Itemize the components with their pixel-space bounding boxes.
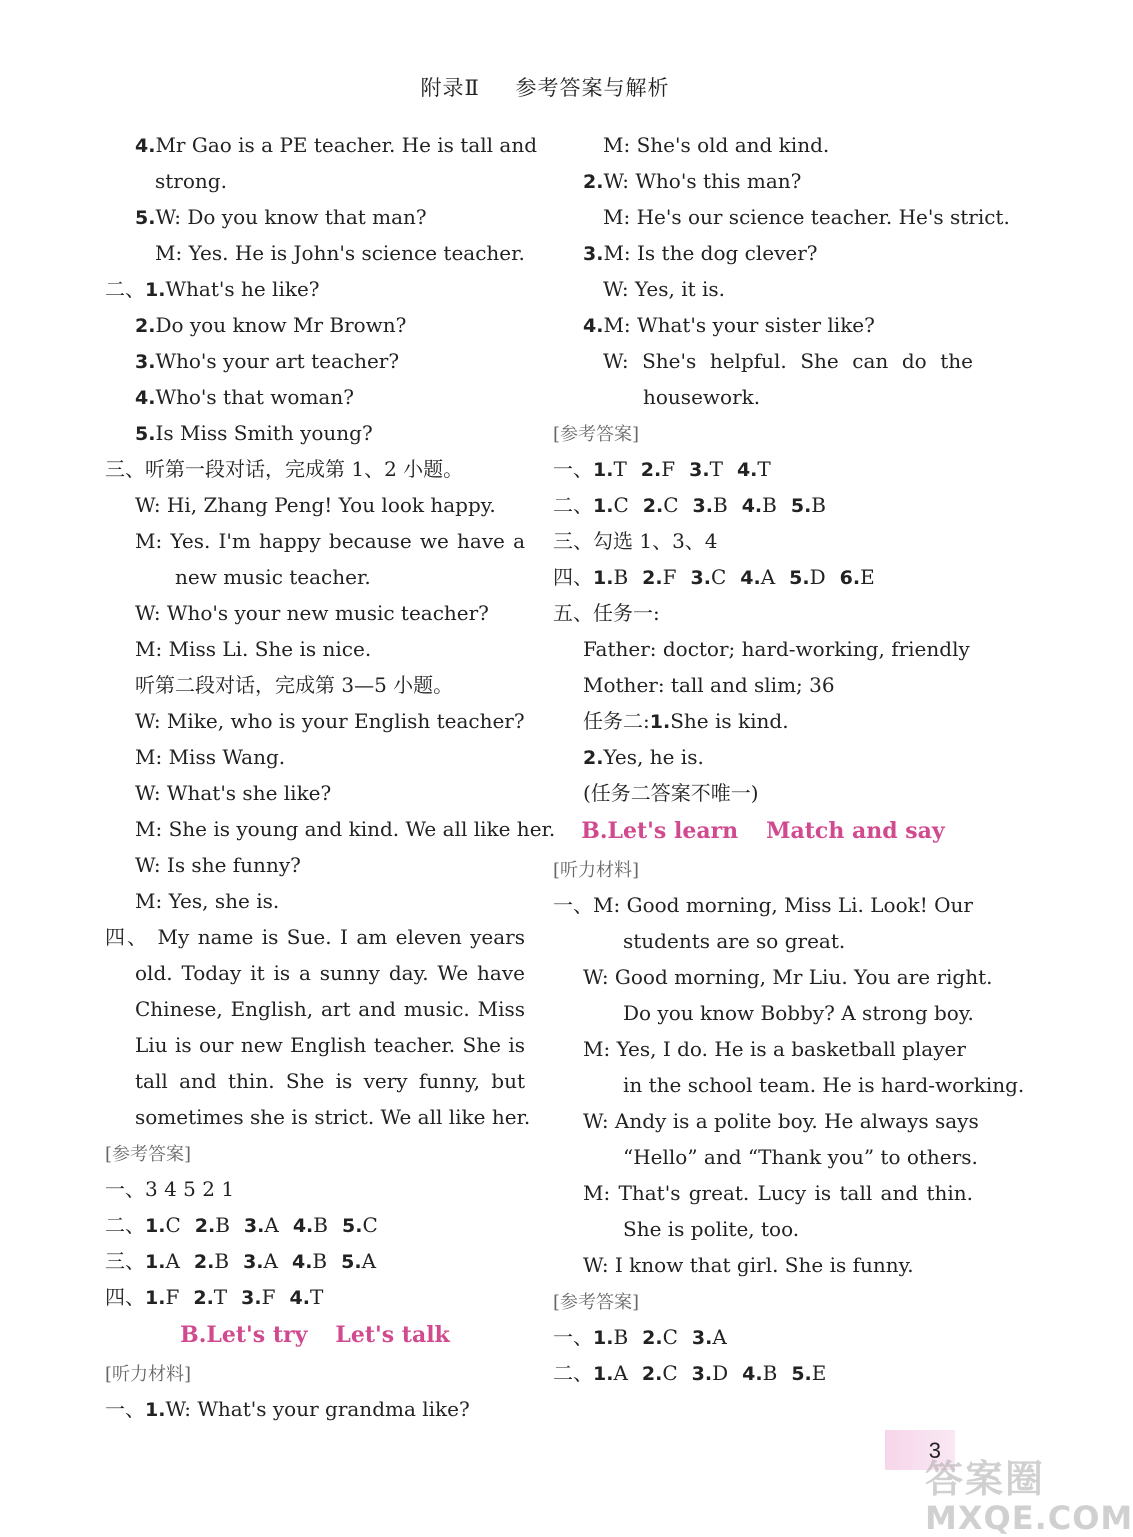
question-number: 4.: [583, 315, 604, 337]
line-text: What's he like?: [165, 277, 320, 301]
question-number: 1.: [593, 567, 614, 589]
answer-choice: F: [662, 565, 677, 589]
text-line: [105, 1391, 525, 1427]
text-line: [553, 379, 973, 415]
line-text: W: Who's this man?: [603, 169, 802, 193]
text-line: [553, 851, 973, 887]
question-number: 3.: [583, 243, 604, 265]
line-text: W: She's helpful. She can do the: [603, 349, 973, 373]
line-prefix: 二、: [105, 277, 145, 301]
answer-item: [642, 1361, 678, 1385]
text-line: [553, 1319, 973, 1355]
question-number: 3.: [241, 1287, 262, 1309]
line-text: 一、M: Good morning, Miss Li. Look! Our: [553, 893, 973, 917]
text-line: [553, 523, 973, 559]
question-number: 3.: [692, 495, 713, 517]
line-text: M: Miss Wang.: [135, 745, 286, 769]
answer-item: [642, 1325, 678, 1349]
text-line: [553, 1103, 979, 1139]
answer-item: [791, 1361, 826, 1385]
question-number: 1.: [593, 1363, 614, 1385]
line-prefix: 任务二:: [583, 709, 650, 733]
text-line: [105, 739, 525, 775]
question-number: 1.: [145, 1399, 166, 1421]
text-line: [553, 775, 973, 811]
line-text: M: Yes, I do. He is a basketball player: [583, 1037, 966, 1061]
question-number: 4.: [135, 387, 156, 409]
text-line: [105, 1279, 525, 1315]
answer-choice: E: [811, 1361, 827, 1385]
answer-choice: C: [165, 1213, 181, 1237]
line-text: She is polite, too.: [623, 1217, 800, 1241]
line-text: W: Is she funny?: [135, 853, 301, 877]
text-line: [553, 887, 973, 923]
line-text: She is kind.: [670, 709, 789, 733]
answer-choice: B: [613, 1325, 629, 1349]
line-text: Do you know Bobby? A strong boy.: [623, 1001, 974, 1025]
line-text: W: Hi, Zhang Peng! You look happy.: [135, 493, 496, 517]
text-line: [553, 343, 973, 379]
text-line: [105, 1135, 525, 1171]
question-number: 5.: [135, 423, 156, 445]
question-number: 2.: [193, 1251, 215, 1273]
answer-item: [292, 1249, 327, 1273]
line-text: Who's that woman?: [155, 385, 354, 409]
text-line: [553, 923, 973, 959]
text-line: [105, 271, 525, 307]
page-number: 3: [928, 1438, 941, 1463]
answer-prefix: 二、: [105, 1213, 145, 1237]
line-text: Mother: tall and slim; 36: [583, 673, 835, 697]
line-text: students are so great.: [623, 929, 846, 953]
line-text: M: Is the dog clever?: [603, 241, 818, 265]
left-column: [105, 127, 556, 1427]
question-number: 2.: [583, 747, 604, 769]
answer-item: [145, 1285, 179, 1309]
text-line: [553, 1283, 973, 1319]
answer-choice: B: [312, 1249, 328, 1273]
answer-item: [593, 565, 628, 589]
answer-item: [791, 493, 826, 517]
answer-item: [691, 565, 727, 589]
line-text: Father: doctor; hard-working, friendly: [583, 637, 970, 661]
line-text: W: What's she like?: [135, 781, 332, 805]
question-number: 1.: [145, 279, 166, 301]
question-number: 3.: [135, 351, 156, 373]
line-text: 三、听第一段对话，完成第 1、2 小题。: [105, 457, 464, 481]
answer-item: [289, 1285, 323, 1309]
answer-choice: A: [712, 1325, 727, 1349]
line-text: strong.: [155, 169, 227, 193]
answer-choice: T: [309, 1285, 324, 1309]
answer-choice: T: [709, 457, 723, 481]
line-text: Do you know Mr Brown?: [155, 313, 407, 337]
line-text: sometimes she is strict. We all like her.: [135, 1105, 531, 1129]
answer-choice: C: [362, 1213, 378, 1237]
line-text: Is Miss Smith young?: [155, 421, 373, 445]
question-number: 3.: [243, 1251, 264, 1273]
text-line: [553, 1139, 978, 1175]
text-line: [105, 379, 525, 415]
line-text: W: Good morning, Mr Liu. You are right.: [583, 965, 993, 989]
question-number: 2.: [135, 315, 156, 337]
line-text: M: Yes, she is.: [135, 889, 280, 913]
question-number: 4.: [736, 459, 758, 481]
answer-item: [740, 565, 775, 589]
line-text: M: Miss Li. She is nice.: [135, 637, 372, 661]
text-line: [553, 1211, 973, 1247]
answer-choice: C: [662, 1325, 678, 1349]
watermark-text: 答案圈: [925, 1457, 1046, 1501]
question-number: 4.: [291, 1251, 313, 1273]
text-line: [105, 163, 525, 199]
answer-choice: T: [613, 457, 627, 481]
section-heading-part: B.Let's learn: [581, 818, 739, 844]
text-line: [105, 919, 525, 955]
answer-prefix: 二、: [553, 1361, 593, 1385]
text-line: [553, 703, 973, 739]
answer-item: [243, 1249, 278, 1273]
question-number: 6.: [839, 567, 861, 589]
question-number: 1.: [145, 1251, 166, 1273]
section-heading: [553, 811, 973, 851]
bracket-label: [参考答案]: [105, 1144, 192, 1165]
question-number: 4.: [742, 1363, 763, 1385]
answer-item: [195, 1213, 230, 1237]
question-number: 2.: [640, 459, 662, 481]
line-text: M: She's old and kind.: [603, 133, 830, 157]
page-header: [0, 72, 1090, 102]
line-text: “Hello” and “Thank you” to others.: [623, 1145, 978, 1169]
answer-item: [293, 1213, 328, 1237]
answer-choice: C: [613, 493, 629, 517]
right-column: [553, 127, 1025, 1391]
question-number: 3.: [689, 459, 710, 481]
answer-choice: B: [313, 1213, 328, 1237]
answer-item: [593, 1325, 628, 1349]
line-text: Liu is our new English teacher. She is: [135, 1033, 525, 1057]
line-prefix: 一、: [105, 1397, 145, 1421]
line-text: M: That's great. Lucy is tall and thin.: [583, 1181, 973, 1205]
answer-choice: A: [264, 1213, 279, 1237]
answer-item: [693, 493, 728, 517]
answer-choice: E: [860, 565, 875, 589]
question-number: 1.: [593, 495, 614, 517]
question-number: 5.: [341, 1251, 362, 1273]
answer-choice: F: [165, 1285, 180, 1309]
text-line: [105, 451, 525, 487]
line-text: 一、3 4 5 2 1: [105, 1177, 235, 1201]
question-number: 4.: [289, 1287, 310, 1309]
text-line: [105, 199, 525, 235]
text-line: [553, 739, 973, 775]
section-heading-part: Match and say: [766, 818, 945, 844]
text-line: [105, 487, 525, 523]
bracket-label: [听力材料]: [553, 860, 640, 881]
line-text: M: She is young and kind. We all like her.: [135, 817, 556, 841]
text-line: [105, 1207, 525, 1243]
text-line: [553, 631, 973, 667]
answer-item: [742, 1361, 777, 1385]
text-line: [105, 307, 525, 343]
answer-choice: A: [760, 565, 776, 589]
line-text: new music teacher.: [175, 565, 371, 589]
text-line: [105, 955, 525, 991]
answer-prefix: 三、: [105, 1249, 145, 1273]
answer-prefix: 四、: [105, 1285, 145, 1309]
question-number: 4.: [741, 495, 763, 517]
line-text: W: Mike, who is your English teacher?: [135, 709, 525, 733]
text-line: [105, 1099, 531, 1135]
answer-item: [789, 565, 826, 589]
line-text: 三、勾选 1、3、4: [553, 529, 718, 553]
question-number: 1.: [593, 459, 614, 481]
question-number: 4.: [292, 1215, 314, 1237]
answer-choice: A: [613, 1361, 628, 1385]
line-text: W: Andy is a polite boy. He always says: [583, 1109, 979, 1133]
header-appendix: 附录Ⅱ: [420, 76, 480, 100]
line-text: M: Yes. I'm happy because we have a: [135, 529, 525, 553]
text-line: [105, 991, 525, 1027]
text-line: [553, 995, 973, 1031]
answer-choice: D: [712, 1361, 729, 1385]
answer-choice: A: [263, 1249, 278, 1273]
text-line: [105, 1355, 525, 1391]
line-text: W: I know that girl. She is funny.: [583, 1253, 914, 1277]
text-line: [105, 1243, 525, 1279]
question-number: 2.: [642, 1327, 663, 1349]
answer-choice: C: [663, 493, 679, 517]
bracket-label: [参考答案]: [553, 1292, 640, 1313]
text-line: [105, 775, 525, 811]
answer-item: [642, 565, 676, 589]
text-line: [553, 451, 973, 487]
line-text: W: Who's your new music teacher?: [135, 601, 489, 625]
question-number: 2.: [641, 1363, 663, 1385]
line-text: in the school team. He is hard-working.: [623, 1073, 1025, 1097]
text-line: [553, 307, 973, 343]
answer-choice: B: [613, 565, 629, 589]
text-line: [105, 847, 525, 883]
question-number: 1.: [593, 1327, 614, 1349]
line-text: Mr Gao is a PE teacher. He is tall and: [155, 133, 538, 157]
text-line: [105, 883, 525, 919]
watermark-logo: [925, 1448, 1133, 1537]
text-line: [553, 235, 973, 271]
line-text: tall and thin. She is very funny, but: [135, 1069, 525, 1093]
text-line: [105, 811, 556, 847]
answer-choice: B: [214, 1249, 230, 1273]
text-line: [105, 1063, 525, 1099]
question-number: 3.: [691, 1327, 713, 1349]
answer-item: [145, 1249, 180, 1273]
question-number: 5.: [135, 207, 156, 229]
line-text: (任务二答案不唯一): [583, 781, 759, 805]
line-text: M: He's our science teacher. He's strict.: [603, 205, 1010, 229]
answer-choice: T: [213, 1285, 228, 1309]
line-text: 五、任务一:: [553, 601, 660, 625]
text-line: [553, 163, 973, 199]
text-line: [553, 667, 973, 703]
answer-item: [742, 493, 777, 517]
answer-item: [641, 457, 675, 481]
bracket-label: [参考答案]: [553, 424, 640, 445]
answer-prefix: 二、: [553, 493, 593, 517]
section-heading-part: B.Let's try: [180, 1322, 308, 1348]
text-line: [105, 667, 525, 703]
section-heading: [105, 1315, 525, 1355]
answer-prefix: 一、: [553, 457, 593, 481]
question-number: 2.: [642, 495, 664, 517]
text-line: [105, 415, 525, 451]
text-line: [553, 271, 973, 307]
text-line: [553, 487, 973, 523]
answer-item: [737, 457, 771, 481]
text-line: [553, 1067, 1025, 1103]
line-text: 听第二段对话，完成第 3—5 小题。: [135, 673, 454, 697]
text-line: [105, 127, 538, 163]
question-number: 1.: [145, 1215, 166, 1237]
answer-choice: F: [661, 457, 676, 481]
line-text: M: What's your sister like?: [603, 313, 875, 337]
answer-choice: C: [662, 1361, 678, 1385]
line-text: W: What's your grandma like?: [165, 1397, 470, 1421]
text-line: [553, 415, 973, 451]
text-line: [105, 559, 525, 595]
text-line: [553, 127, 973, 163]
answer-prefix: 四、: [553, 565, 593, 589]
question-number: 4.: [740, 567, 761, 589]
watermark-url: MXQE.COM: [925, 1499, 1133, 1537]
text-line: [553, 1175, 973, 1211]
text-line: [105, 235, 525, 271]
answer-choice: A: [165, 1249, 180, 1273]
answer-item: [241, 1285, 275, 1309]
question-number: 2.: [583, 171, 604, 193]
answer-prefix: 一、: [553, 1325, 593, 1349]
line-text: W: Yes, it is.: [603, 277, 726, 301]
answer-item: [342, 1213, 378, 1237]
question-number: 2.: [193, 1287, 214, 1309]
question-number: 4.: [135, 135, 156, 157]
question-number: 5.: [341, 1215, 363, 1237]
text-line: [553, 959, 993, 995]
answer-item: [341, 1249, 376, 1273]
line-text: Yes, he is.: [603, 745, 704, 769]
question-number: 1.: [145, 1287, 166, 1309]
answer-choice: F: [261, 1285, 276, 1309]
answer-item: [593, 1361, 628, 1385]
answer-item: [145, 1213, 181, 1237]
answer-item: [840, 565, 875, 589]
text-line: [105, 631, 525, 667]
answer-item: [643, 493, 679, 517]
answer-item: [244, 1213, 279, 1237]
question-number: 2.: [194, 1215, 216, 1237]
section-heading-part: Let's talk: [335, 1322, 450, 1348]
answer-choice: B: [215, 1213, 230, 1237]
text-line: [105, 343, 525, 379]
text-line: [105, 523, 525, 559]
answer-item: [593, 493, 629, 517]
text-line: [553, 199, 1010, 235]
line-text: housework.: [643, 385, 761, 409]
answer-choice: B: [762, 493, 777, 517]
question-number: 3.: [691, 1363, 713, 1385]
line-text: M: Yes. He is John's science teacher.: [155, 241, 525, 265]
answer-item: [194, 1249, 229, 1273]
line-text: Who's your art teacher?: [155, 349, 400, 373]
header-title: 参考答案与解析: [515, 76, 670, 100]
answer-choice: T: [757, 457, 771, 481]
answer-choice: D: [809, 565, 826, 589]
answer-choice: C: [710, 565, 727, 589]
question-number: 5.: [791, 1363, 812, 1385]
answer-item: [692, 1361, 729, 1385]
answer-choice: B: [811, 493, 826, 517]
line-text: W: Do you know that man?: [155, 205, 427, 229]
text-line: [105, 1027, 525, 1063]
question-number: 5.: [789, 567, 810, 589]
answer-choice: A: [361, 1249, 377, 1273]
line-text: 四、 My name is Sue. I am eleven years: [105, 925, 525, 949]
text-line: [553, 1031, 973, 1067]
line-text: Chinese, English, art and music. Miss: [135, 997, 525, 1021]
answer-item: [689, 457, 723, 481]
answer-item: [593, 457, 627, 481]
text-line: [553, 559, 973, 595]
bracket-label: [听力材料]: [105, 1364, 192, 1385]
question-number: 5.: [790, 495, 812, 517]
text-line: [553, 595, 973, 631]
text-line: [105, 595, 525, 631]
question-number: 3.: [243, 1215, 265, 1237]
text-line: [105, 703, 525, 739]
answer-choice: B: [762, 1361, 778, 1385]
text-line: [553, 1247, 973, 1283]
text-line: [553, 1355, 973, 1391]
answer-item: [193, 1285, 227, 1309]
answer-choice: B: [712, 493, 728, 517]
question-number: 2.: [642, 567, 663, 589]
question-number: 3.: [690, 567, 711, 589]
text-line: [105, 1171, 525, 1207]
answer-item: [692, 1325, 727, 1349]
question-number: 1.: [649, 711, 671, 733]
line-text: old. Today it is a sunny day. We have: [135, 961, 525, 985]
